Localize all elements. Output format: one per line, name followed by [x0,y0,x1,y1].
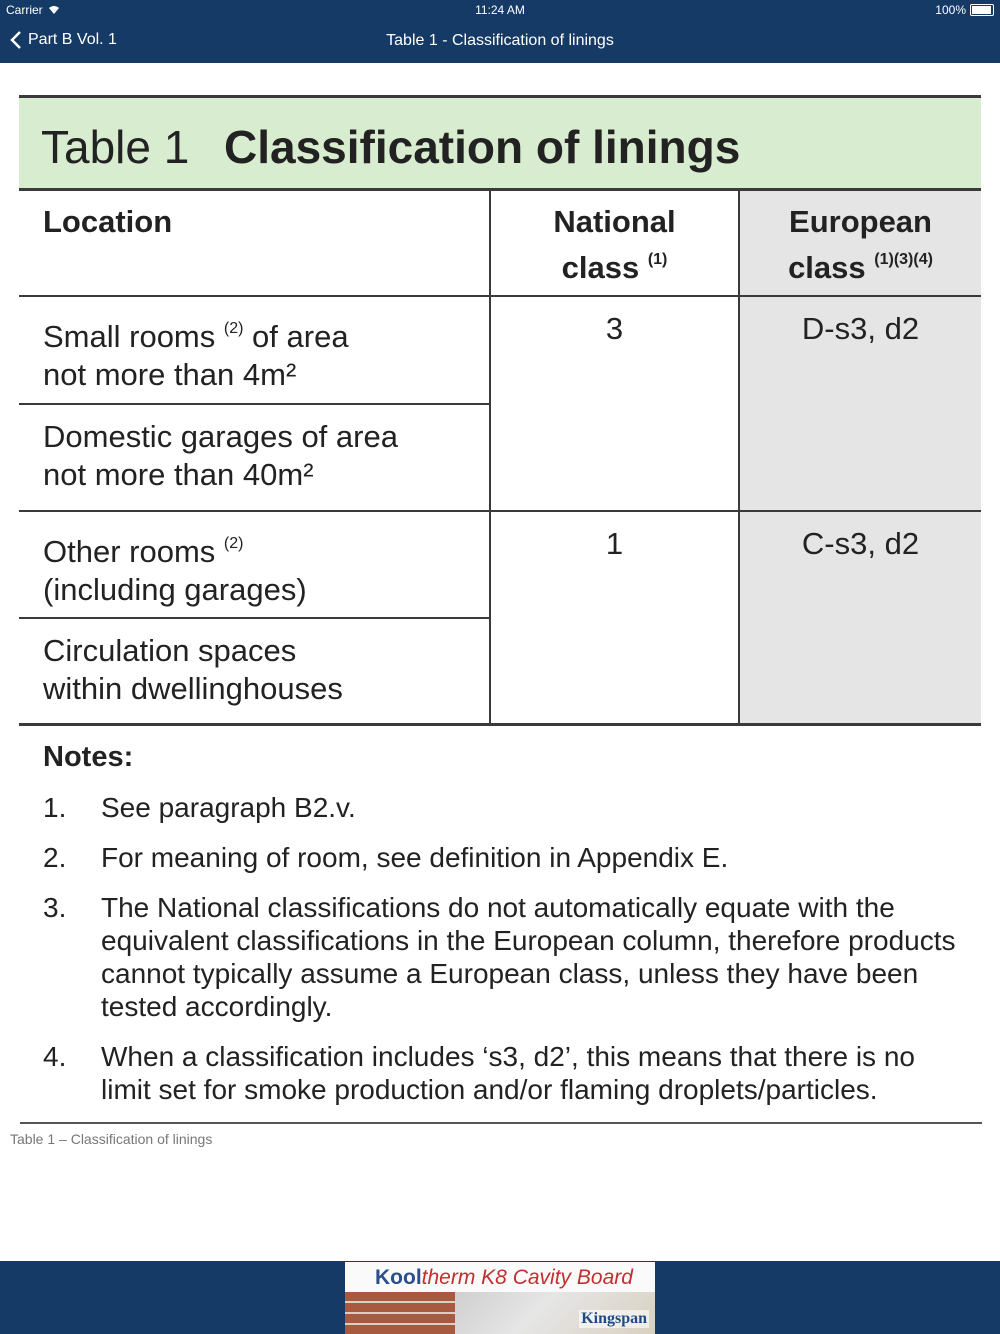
page-title: Table 1 - Classification of linings [386,32,614,49]
table-title-band [19,95,981,191]
ad-title: Kooltherm K8 Cavity Board [375,1266,633,1289]
advertisement-banner[interactable] [345,1262,655,1334]
location-small-rooms: Small rooms $^{(2)}$ of area not more than 4m² [43,319,349,392]
row-divider [19,617,490,619]
row-divider [19,295,981,297]
notes-heading: Notes: [43,741,134,773]
battery-icon [970,4,994,16]
classification-table [19,191,981,726]
table-bottom-rule [19,723,981,726]
row-divider [19,403,490,405]
european-class-value: C-s3, d2 [801,526,920,561]
document-bottom-rule [20,1122,982,1124]
location-other-rooms: Other rooms $^{(2)}$ (including garages) [43,534,307,607]
location-circulation-spaces: Circulation spaces within dwellinghouses [43,633,343,706]
header-location: Location [43,204,173,239]
status-time: 11:24 AM [475,3,525,17]
table-number: Table 1 [41,121,190,173]
header-national-class: National class $^{(1)}$ [553,204,676,285]
battery-indicator: 100% [935,3,994,17]
navigation-bar [0,0,1000,63]
carrier-label: Carrier [6,3,59,17]
table-document: Table 1 Classification of linings Location National class $^{(1)}$ European class $^{(1)(3)(4)}$ Small rooms $^{(2)}$ of area not more than 4m² Domestic garages of area not more than 40m² Other rooms $^{(2)}$ (including garages) Circulation spaces within dwellinghouses 3 D-s3, d2 1 C-s3, d2 Notes: 1. See paragraph B2.v. 2. For meaning of room, see definition in Appendix E. 3. The National classifications do not automatically equate with the equivalent classifications in the European column, therefore products cannot typically assume a European class, unless they have been tested accordingly. 4. When a classification includes ‘s3, d2’, this means that there is no limit set for smoke production and/or flaming droplets/particles. [10,63,990,1128]
national-class-value: 1 [605,526,624,561]
ad-header [345,1262,655,1292]
back-button-label: Part B Vol. 1 [28,31,117,48]
image-caption: Table 1 – Classification of linings [10,1131,213,1147]
table-title: Classification of linings [224,121,741,173]
location-domestic-garages: Domestic garages of area not more than 40m² [43,419,398,492]
brick-wall-illustration [345,1292,455,1334]
header-european-class: European class $^{(1)(3)(4)}$ [788,204,933,285]
european-class-value: D-s3, d2 [801,311,920,346]
status-bar [0,0,1000,20]
national-class-value: 3 [605,311,624,346]
kingspan-logo: Kingspan [581,1310,647,1327]
row-divider [19,510,981,512]
